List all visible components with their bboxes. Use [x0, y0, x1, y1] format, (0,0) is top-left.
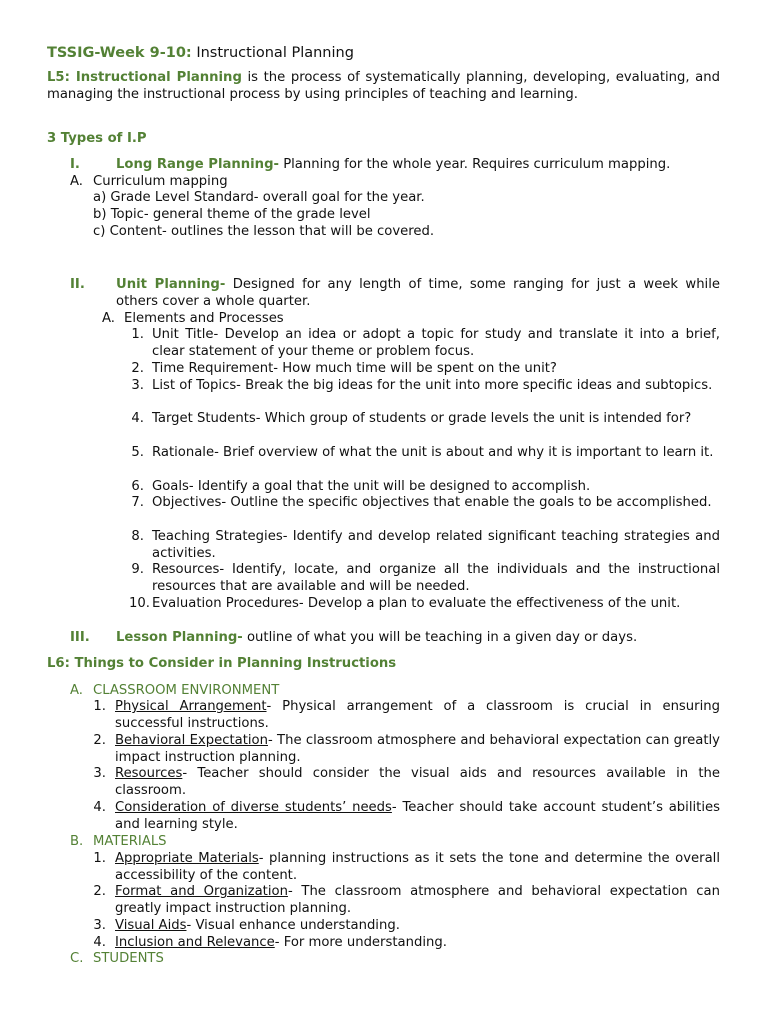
classroom-item-text: - Teacher should consider the visual aids and resources available in the classroom.	[115, 766, 720, 798]
l5-definition	[47, 70, 720, 104]
lesson-desc: outline of what you will be teaching in a given day or days.	[246, 630, 638, 645]
l6-heading: L6: Things to Consider in Planning Instructions	[47, 656, 397, 671]
materials-item	[115, 918, 720, 935]
unit-item-number: 9.	[131, 562, 144, 577]
unit-item: Unit Title- Develop an idea or adopt a topic for study and translate it into a brief, clear statement of your theme or problem focus.	[152, 327, 720, 359]
roman-numeral-2: II.	[70, 277, 85, 292]
materials-item	[115, 884, 720, 918]
materials-item-number: 1.	[93, 851, 106, 866]
unit-item-number: 1.	[131, 327, 144, 342]
classroom-item-term: Physical Arrangement	[115, 699, 267, 714]
materials-letter: B.	[70, 834, 84, 849]
unit-item-number: 3.	[131, 378, 144, 393]
materials-item-text: - The classroom atmosphere and behavioral expectation can greatly impact instruction planning.	[115, 884, 720, 916]
lesson-title: Lesson Planning-	[116, 630, 243, 645]
unit-item-number: 4.	[131, 411, 144, 426]
classroom-title: CLASSROOM ENVIRONMENT	[93, 683, 280, 698]
curriculum-item-a: a) Grade Level Standard- overall goal for the year.	[93, 190, 425, 205]
curriculum-item-b: b) Topic- general theme of the grade level	[93, 207, 371, 222]
lesson-planning	[116, 630, 720, 647]
classroom-item-number: 2.	[93, 733, 106, 748]
classroom-item-term: Behavioral Expectation	[115, 733, 268, 748]
classroom-item-number: 3.	[93, 766, 106, 781]
materials-item-number: 3.	[93, 918, 106, 933]
classroom-item-term: Resources	[115, 766, 183, 781]
l5-term: L5: Instructional Planning	[47, 70, 242, 85]
unit-desc: Designed for any length of time, some ranging for just a week while others cover a whole quarter.	[116, 277, 720, 309]
materials-title: MATERIALS	[93, 834, 167, 849]
unit-item: List of Topics- Break the big ideas for the unit into more specific ideas and subtopics.	[152, 378, 713, 393]
unit-item: Teaching Strategies- Identify and develop related significant teaching strategies and activities.	[152, 529, 720, 561]
curriculum-mapping-title: Curriculum mapping	[93, 174, 228, 189]
types-heading: 3 Types of I.P	[47, 131, 147, 146]
classroom-item	[115, 800, 720, 834]
classroom-item-text: - Teacher should take account student’s abilities and learning style.	[115, 800, 720, 832]
students-letter: C.	[70, 951, 84, 966]
unit-item: Time Requirement- How much time will be spent on the unit?	[152, 361, 557, 376]
materials-item-term: Visual Aids	[115, 918, 187, 933]
materials-item	[115, 935, 720, 952]
materials-item-text: - planning instructions as it sets the tone and determine the overall accessibility of the content.	[115, 851, 720, 883]
unit-item: Goals- Identify a goal that the unit will be designed to accomplish.	[152, 479, 591, 494]
unit-item-number: 6.	[131, 479, 144, 494]
classroom-item-number: 4.	[93, 800, 106, 815]
week-code: TSSIG-Week 9-10:	[47, 45, 192, 61]
materials-item-number: 2.	[93, 884, 106, 899]
curriculum-letter: A.	[70, 174, 83, 189]
students-title: STUDENTS	[93, 951, 164, 966]
long-range-title: Long Range Planning-	[116, 157, 279, 172]
curriculum-item-c: c) Content- outlines the lesson that will be covered.	[93, 224, 435, 239]
unit-item-number: 7.	[131, 495, 144, 510]
classroom-item-term: Consideration of diverse students’ needs	[115, 800, 392, 815]
materials-item-term: Appropriate Materials	[115, 851, 259, 866]
unit-item-number: 10.	[129, 596, 150, 611]
l5-text: is the process of systematically planning, developing, evaluating, and managing the instructional process by using principles of teaching and learning.	[47, 70, 720, 102]
topic-title: Instructional Planning	[196, 45, 354, 61]
materials-item-term: Inclusion and Relevance	[115, 935, 275, 950]
unit-item: Target Students- Which group of students or grade levels the unit is intended for?	[152, 411, 692, 426]
elements-letter: A.	[102, 311, 115, 326]
classroom-item-number: 1.	[93, 699, 106, 714]
materials-item-text: - Visual enhance understanding.	[186, 918, 400, 933]
classroom-letter: A.	[70, 683, 83, 698]
unit-item: Resources- Identify, locate, and organize all the individuals and the instructional resources that are available and will be needed.	[152, 562, 720, 594]
materials-item-text: - For more understanding.	[274, 935, 447, 950]
classroom-item-text: - Physical arrangement of a classroom is crucial in ensuring successful instructions.	[115, 699, 720, 731]
unit-item: Evaluation Procedures- Develop a plan to evaluate the effectiveness of the unit.	[152, 596, 681, 611]
unit-item-number: 2.	[131, 361, 144, 376]
roman-numeral-1: I.	[70, 157, 80, 172]
unit-planning	[116, 277, 720, 311]
unit-title: Unit Planning-	[116, 277, 226, 292]
elements-title: Elements and Processes	[124, 311, 284, 326]
long-range-planning	[116, 157, 720, 174]
unit-item: Objectives- Outline the specific objectives that enable the goals to be accomplished.	[152, 495, 712, 510]
classroom-item	[115, 766, 720, 800]
materials-item-number: 4.	[93, 935, 106, 950]
long-range-desc: Planning for the whole year. Requires curriculum mapping.	[283, 157, 671, 172]
unit-item-number: 8.	[131, 529, 144, 544]
classroom-item-text: - The classroom atmosphere and behavioral expectation can greatly impact instruction planning.	[115, 733, 720, 765]
materials-item-term: Format and Organization	[115, 884, 288, 899]
classroom-item	[115, 733, 720, 767]
page-title	[47, 44, 354, 62]
materials-item	[115, 851, 720, 885]
unit-item-number: 5.	[131, 445, 144, 460]
unit-item: Rationale- Brief overview of what the unit is about and why it is important to learn it.	[152, 445, 714, 460]
classroom-item	[115, 699, 720, 733]
roman-numeral-3: III.	[70, 630, 90, 645]
